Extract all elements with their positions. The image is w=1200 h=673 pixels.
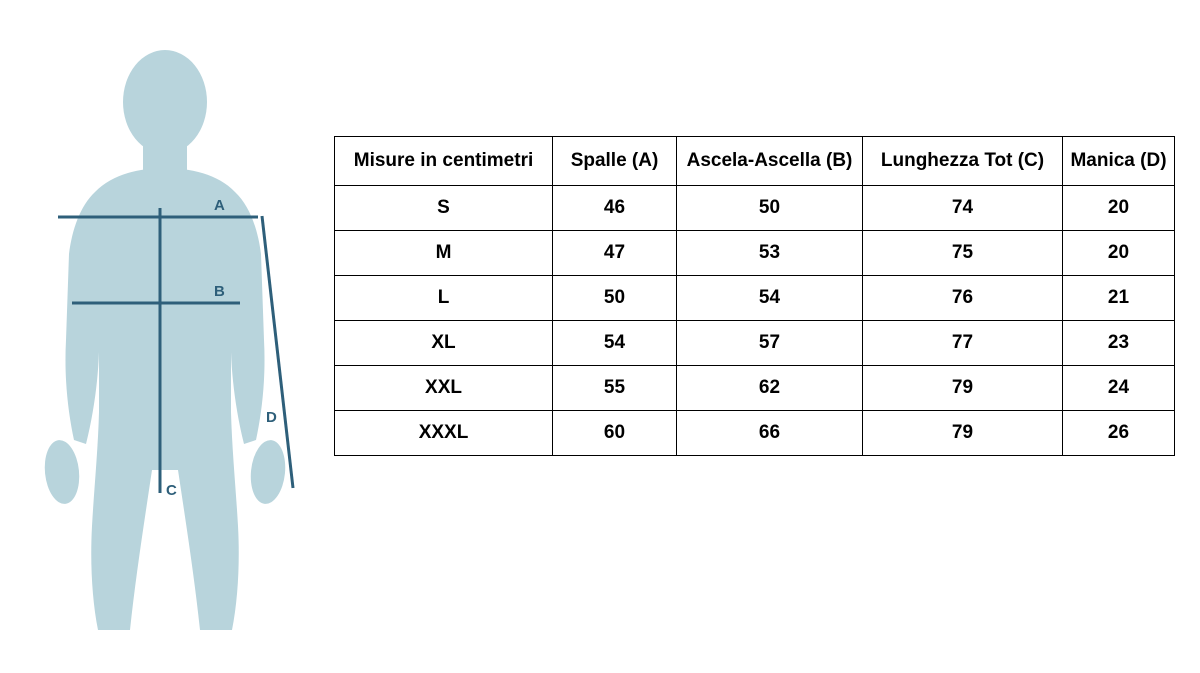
cell-ascella: 54 — [677, 276, 863, 321]
measure-label-b: B — [214, 283, 225, 300]
column-header-misure: Misure in centimetri — [335, 137, 553, 186]
measure-label-d: D — [266, 409, 277, 426]
cell-ascella: 62 — [677, 366, 863, 411]
cell-manica: 26 — [1063, 411, 1175, 456]
size-table-container — [334, 136, 1174, 456]
cell-manica: 20 — [1063, 186, 1175, 231]
cell-ascella: 50 — [677, 186, 863, 231]
silhouette-svg — [0, 40, 330, 640]
cell-spalle: 47 — [553, 231, 677, 276]
cell-size: S — [335, 186, 553, 231]
cell-size: M — [335, 231, 553, 276]
left-hand-shape — [42, 438, 83, 505]
head-shape — [123, 50, 207, 154]
column-header-ascella: Ascela-Ascella (B) — [677, 137, 863, 186]
cell-spalle: 54 — [553, 321, 677, 366]
cell-size: L — [335, 276, 553, 321]
cell-ascella: 53 — [677, 231, 863, 276]
body-measurement-figure — [0, 40, 330, 640]
table-row — [335, 411, 1175, 456]
cell-ascella: 66 — [677, 411, 863, 456]
table-row — [335, 276, 1175, 321]
cell-lunghezza: 76 — [863, 276, 1063, 321]
cell-spalle: 50 — [553, 276, 677, 321]
size-table — [334, 136, 1175, 456]
column-header-manica: Manica (D) — [1063, 137, 1175, 186]
right-hand-shape — [248, 438, 289, 505]
cell-manica: 23 — [1063, 321, 1175, 366]
column-header-lunghezza: Lunghezza Tot (C) — [863, 137, 1063, 186]
measure-label-a: A — [214, 197, 225, 214]
cell-lunghezza: 77 — [863, 321, 1063, 366]
cell-manica: 21 — [1063, 276, 1175, 321]
cell-lunghezza: 79 — [863, 366, 1063, 411]
cell-manica: 24 — [1063, 366, 1175, 411]
cell-ascella: 57 — [677, 321, 863, 366]
cell-spalle: 46 — [553, 186, 677, 231]
cell-size: XXL — [335, 366, 553, 411]
cell-manica: 20 — [1063, 231, 1175, 276]
table-row — [335, 186, 1175, 231]
table-row — [335, 231, 1175, 276]
size-table-body — [335, 186, 1175, 456]
cell-spalle: 60 — [553, 411, 677, 456]
column-header-spalle: Spalle (A) — [553, 137, 677, 186]
table-header-row — [335, 137, 1175, 186]
torso-shape — [65, 168, 264, 630]
cell-lunghezza: 74 — [863, 186, 1063, 231]
cell-spalle: 55 — [553, 366, 677, 411]
cell-size: XL — [335, 321, 553, 366]
table-row — [335, 366, 1175, 411]
cell-size: XXXL — [335, 411, 553, 456]
size-table-header — [335, 137, 1175, 186]
measure-label-c: C — [166, 482, 177, 499]
cell-lunghezza: 79 — [863, 411, 1063, 456]
table-row — [335, 321, 1175, 366]
cell-lunghezza: 75 — [863, 231, 1063, 276]
